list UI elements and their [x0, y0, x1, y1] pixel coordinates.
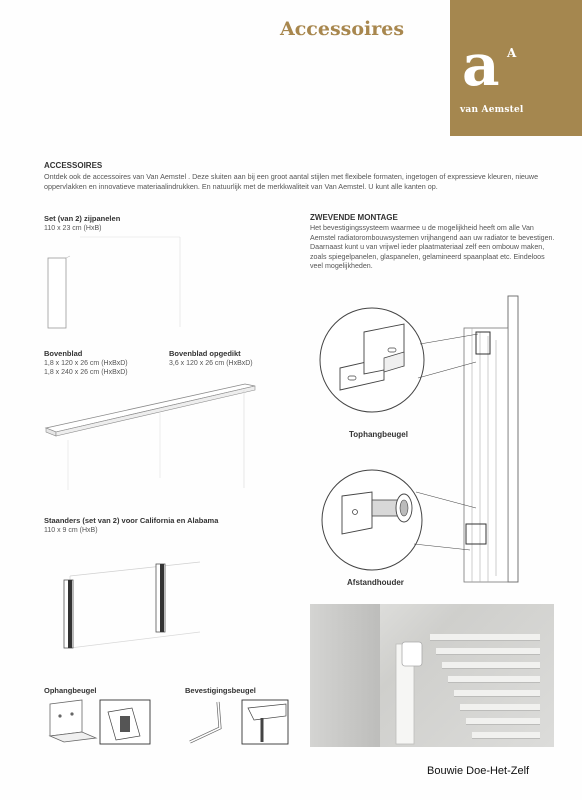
montage-heading: ZWEVENDE MONTAGE [310, 213, 398, 222]
logo-letter-small: A [507, 46, 517, 60]
page-title: Accessoires [280, 18, 405, 40]
bovenblad-illustration [40, 378, 270, 498]
bovenblad-dimensions-1: 1,8 x 120 x 26 cm (HxBxD) [44, 360, 128, 367]
tophangbeugel-caption: Tophangbeugel [349, 430, 408, 439]
tophangbeugel-illustration [318, 306, 498, 436]
brand-logo [450, 0, 582, 136]
afstandhouder-caption: Afstandhouder [347, 578, 404, 587]
bovenblad-label: Bovenblad [44, 349, 83, 358]
zijpanelen-illustration [40, 232, 200, 332]
intro-heading: ACCESSOIRES [44, 161, 103, 170]
photo-bracket [388, 614, 428, 744]
bevestigingsbeugel-label: Bevestigingsbeugel [185, 686, 256, 695]
radiator-photo [310, 604, 554, 747]
footer-credit: Bouwie Doe-Het-Zelf [427, 765, 530, 777]
intro-text: Ontdek ook de accessoires van Van Aemstel . Deze sluiten aan bij een groot aantal stijlen met flexibele formaten, ingetogen of expressieve kleuren, nieuwe oppervlakken en innovatieve materiaalindrukken. En natuurlijk met de merkkwaliteit van Van Aemstel. U kunt alle kanten op. [44, 172, 539, 191]
bovenblad-dimensions-2: 1,8 x 240 x 26 cm (HxBxD) [44, 369, 128, 376]
zijpanelen-label: Set (van 2) zijpanelen [44, 214, 121, 223]
montage-text: Het bevestigingssysteem waarmee u de mogelijkheid heeft om alle Van Aemstel radiatorombouwsystemen vrijhangend aan uw radiator te bevestigen. Daarnaast kunt u van vrijwel ieder plaatmateriaal zelf een ombouw maken, zoals spiegelpanelen, glaspanelen, gelamineerd spaanplaat etc. Eindeloos veel mogelijkheden. [310, 224, 555, 271]
bevestigingsbeugel-illustration [182, 698, 292, 748]
ophangbeugel-label: Ophangbeugel [44, 686, 97, 695]
ophangbeugel-illustration [42, 698, 152, 748]
logo-letter-large: a [462, 31, 500, 99]
zijpanelen-dimensions: 110 x 23 cm (HxB) [44, 225, 102, 232]
bovenblad-opgedikt-dimensions: 3,6 x 120 x 26 cm (HxBxD) [169, 360, 253, 367]
staanders-illustration [40, 540, 220, 660]
afstandhouder-illustration [318, 468, 498, 588]
logo-brand-name: van Aemstel [460, 105, 524, 115]
staanders-label: Staanders (set van 2) voor California en Alabama [44, 516, 219, 525]
bovenblad-opgedikt-label: Bovenblad opgedikt [169, 349, 241, 358]
staanders-dimensions: 110 x 9 cm (HxB) [44, 527, 98, 534]
